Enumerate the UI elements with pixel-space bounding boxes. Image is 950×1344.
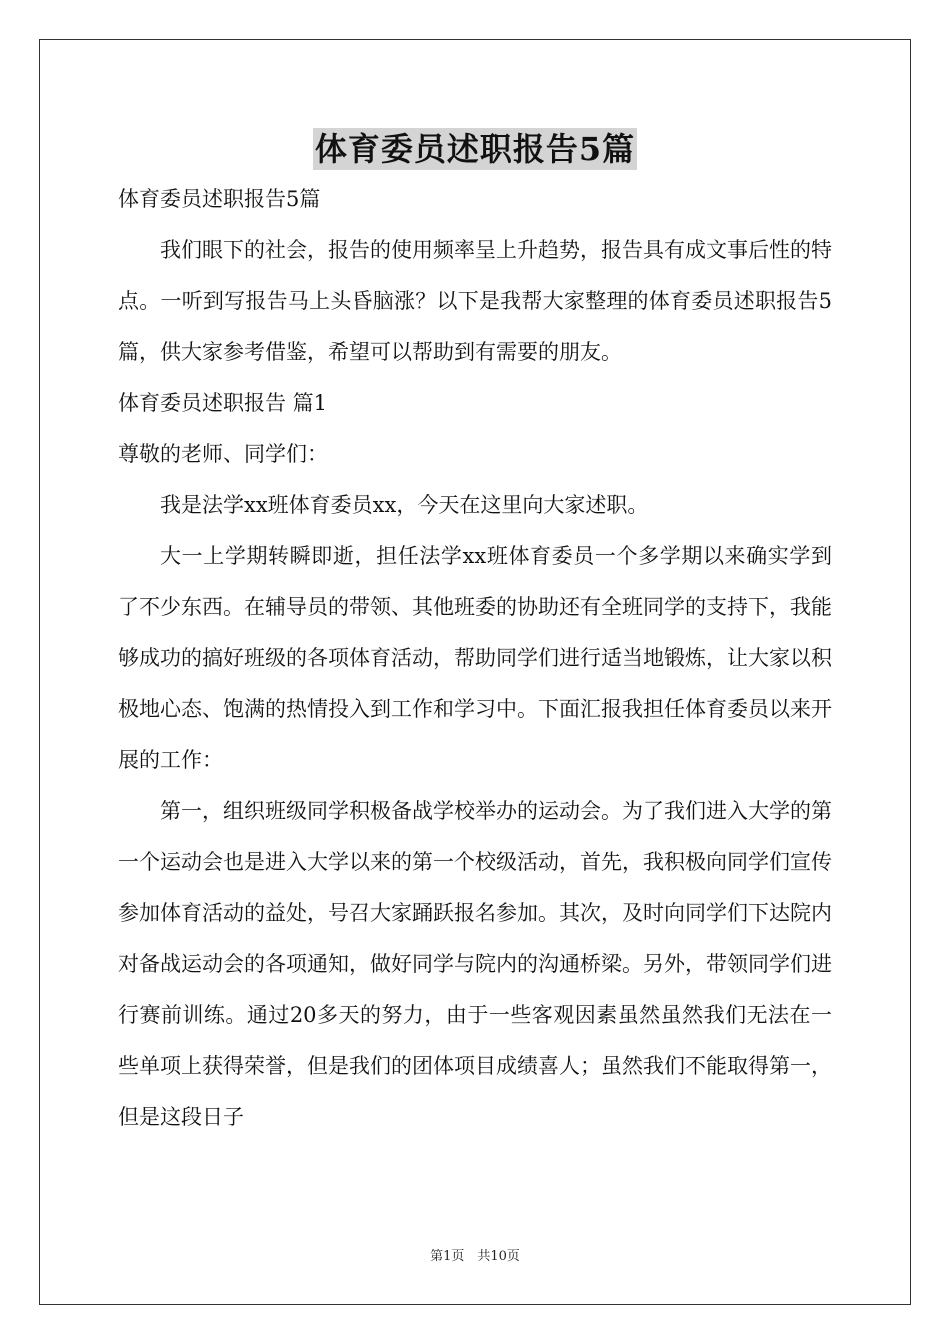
document-subtitle: 体育委员述职报告5篇: [118, 187, 321, 211]
document-title: 体育委员述职报告5篇: [314, 130, 636, 168]
page-footer: [0, 1249, 950, 1265]
document-body: [118, 174, 832, 1143]
body-paragraph: 大一上学期转瞬即逝，担任法学xx班体育委员一个多学期以来确实学到了不少东西。在辅导员的带领、其他班委的协助还有全班同学的支持下，我能够成功的搞好班级的各项体育活动，帮助同学们进行适当地锻炼，让大家以积极地心态、饱满的热情投入到工作和学习中。下面汇报我担任体育委员以来开展的工作：: [118, 544, 832, 772]
title-container: [0, 128, 950, 170]
salutation: 尊敬的老师、同学们：: [118, 442, 328, 466]
section-heading: 体育委员述职报告 篇1: [118, 391, 328, 415]
body-paragraph: 我是法学xx班体育委员xx，今天在这里向大家述职。: [160, 493, 649, 517]
body-paragraph: 第一，组织班级同学积极备战学校举办的运动会。为了我们进入大学的第一个运动会也是进入大学以来的第一个校级活动，首先，我积极向同学们宣传参加体育活动的益处，号召大家踊跃报名参加。其次，及时向同学们下达院内对备战运动会的各项通知，做好同学与院内的沟通桥梁。另外，带领同学们进行赛前训练。通过20多天的努力，由于一些客观因素虽然虽然我们无法在一些单项上获得荣誉，但是我们的团体项目成绩喜人；虽然我们不能取得第一，但是这段日子: [118, 799, 832, 1129]
intro-paragraph: 我们眼下的社会，报告的使用频率呈上升趋势，报告具有成文事后性的特点。一听到写报告马上头昏脑涨？以下是我帮大家整理的体育委员述职报告5篇，供大家参考借鉴，希望可以帮助到有需要的朋友。: [118, 238, 832, 364]
page-number: 第1页 共10页: [430, 1249, 520, 1264]
